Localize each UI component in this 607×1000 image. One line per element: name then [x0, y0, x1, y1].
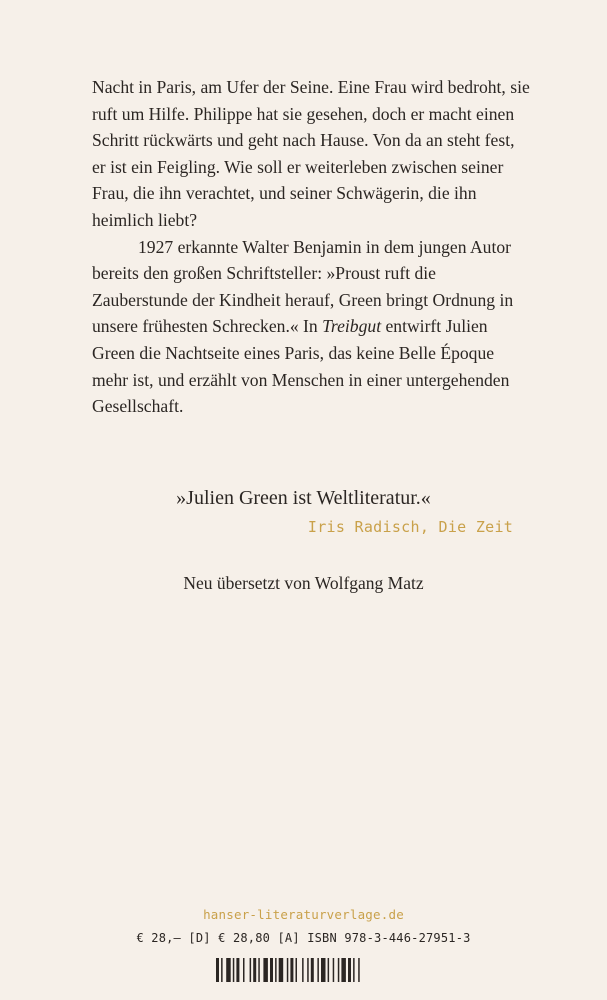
review-quote: »Julien Green ist Weltliteratur.«	[176, 487, 431, 509]
barcode-bar	[221, 958, 223, 982]
barcode-bar	[236, 958, 239, 982]
price-isbn-line: € 28,– [D] € 28,80 [A] ISBN 978-3-446-27951-3	[136, 931, 471, 945]
barcode-bar	[358, 958, 360, 982]
barcode-bar	[270, 958, 273, 982]
barcode-bar	[317, 958, 319, 982]
barcode-bar	[333, 958, 335, 982]
barcode-bar	[226, 958, 231, 982]
blurb-text	[92, 74, 532, 420]
barcode-bar	[296, 958, 298, 982]
barcode-bar	[311, 958, 314, 982]
barcode-bar	[328, 958, 330, 982]
barcode-bar	[307, 958, 309, 982]
barcode-bar	[243, 958, 245, 982]
barcode-icon	[216, 958, 391, 982]
barcode-bar	[258, 958, 260, 982]
blurb-paragraph-1: Nacht in Paris, am Ufer der Seine. Eine Frau wird bedroht, sie ruft um Hilfe. Philippe hat sie gesehen, doch er macht einen Schritt rückwärts und geht nach Hause. Von da an steht fest, er ist ein Feigling. Wie soll er weiterleben zwischen seiner Frau, die ihn verachtet, und seiner Schwägerin, die ihn heimlich liebt?	[92, 77, 530, 230]
barcode-bar	[263, 958, 268, 982]
barcode-bar	[348, 958, 351, 982]
review-quote-source: Iris Radisch, Die Zeit	[307, 518, 514, 536]
barcode-bar	[275, 958, 277, 982]
translator-credit: Neu übersetzt von Wolfgang Matz	[183, 573, 424, 593]
barcode-bar	[216, 958, 219, 982]
publisher-website: hanser-literaturverlage.de	[203, 907, 404, 922]
barcode-bar	[279, 958, 284, 982]
blurb-paragraph-2	[92, 234, 532, 420]
barcode-bar	[321, 958, 326, 982]
book-title: Treibgut	[322, 316, 382, 337]
barcode-bar	[302, 958, 304, 982]
barcode-bar	[253, 958, 256, 982]
barcode-bar	[233, 958, 235, 982]
barcode-bar	[287, 958, 289, 982]
barcode-bar	[341, 958, 346, 982]
barcode-bar	[290, 958, 293, 982]
barcode-bar	[250, 958, 252, 982]
barcode-bar	[338, 958, 340, 982]
barcode-bar	[353, 958, 355, 982]
blurb-paragraph-2-start: 1927 erkannte Walter Benjamin in dem jungen Autor bereits den großen Schriftsteller: »Proust ruft die Zauberstunde der Kindheit herauf, Green bringt Ordnung in unsere frühesten Schrecken.« In	[92, 236, 514, 337]
blurb-paragraph-2-end: entwirft Julien Green die Nachtseite eines Paris, das keine Belle Époque mehr ist, und erzählt von Menschen in einer untergehenden Gesellschaft.	[92, 316, 510, 417]
